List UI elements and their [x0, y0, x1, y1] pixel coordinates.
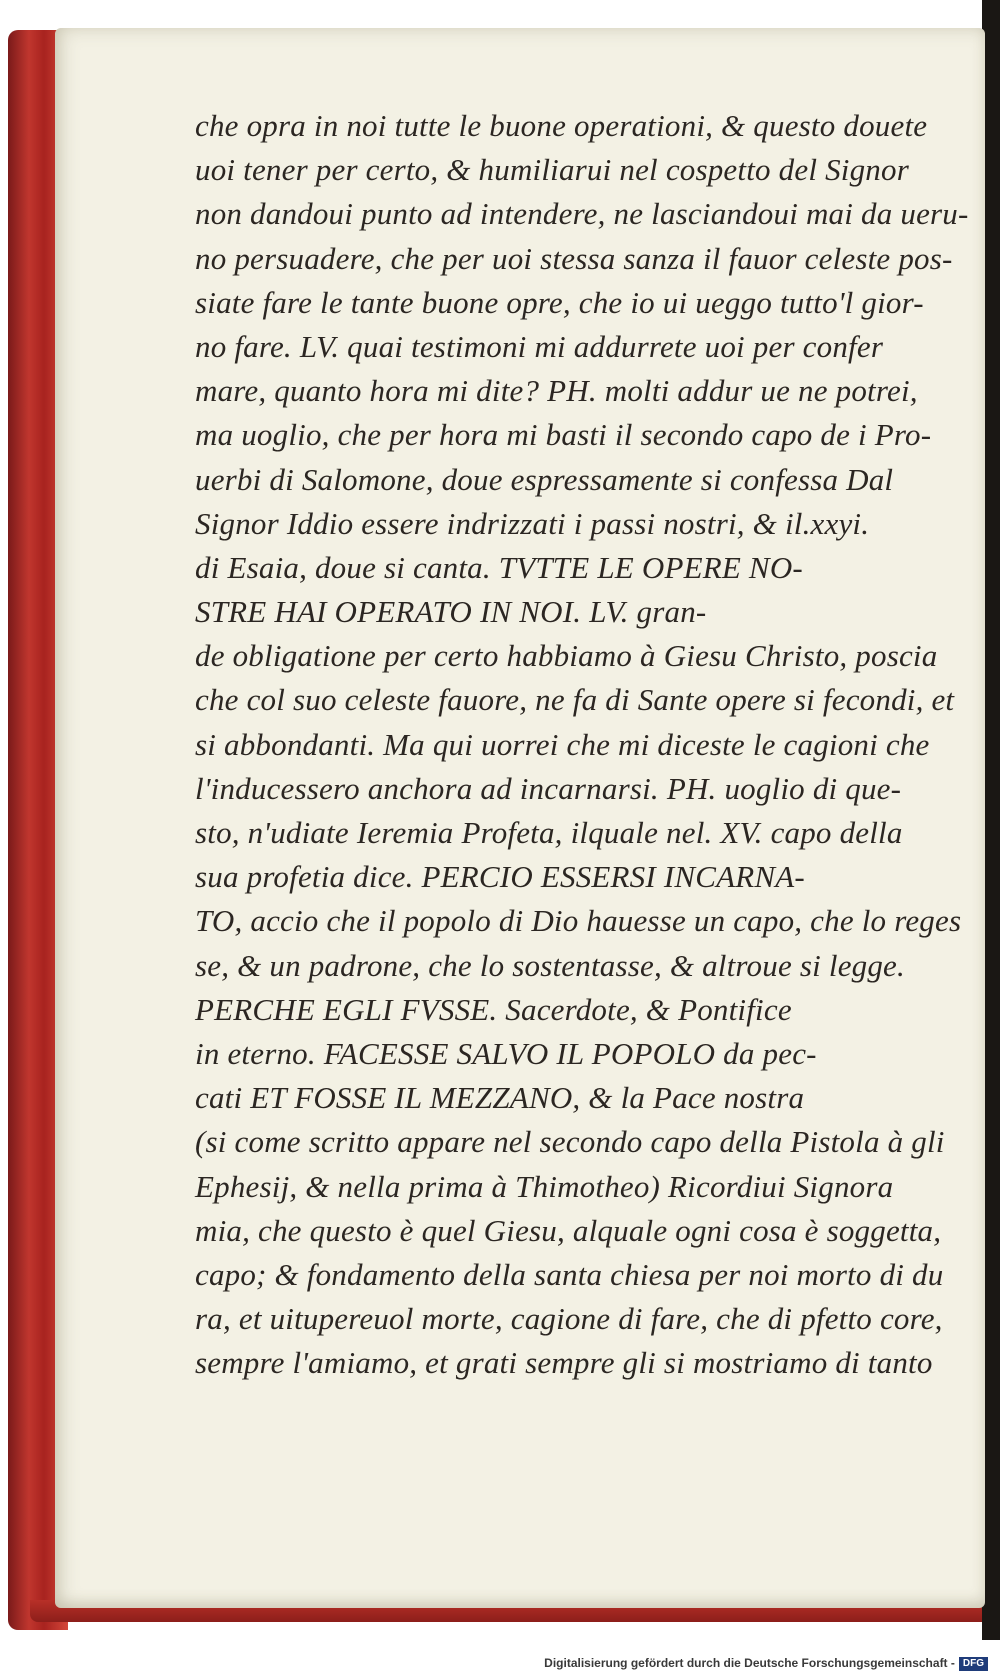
text-line: siate fare le tante buone opre, che io ui ueggo tutto'l gior-	[195, 284, 924, 320]
text-line: ra, et uitupereuol morte, cagione di fare, che di pfetto core,	[195, 1301, 943, 1337]
text-line: in eterno. FACESSE SALVO IL POPOLO da pec-	[195, 1035, 817, 1071]
text-line: no fare. LV. quai testimoni mi addurrete uoi per confer	[195, 328, 884, 364]
text-line: uerbi di Salomone, doue espressamente si confessa Dal	[195, 461, 894, 497]
text-line: (si come scritto appare nel secondo capo della Pistola à gli	[195, 1124, 945, 1160]
text-line: uoi tener per certo, & humiliarui nel cospetto del Signor	[195, 152, 909, 188]
footer-credit-text: Digitalisierung gefördert durch die Deutsche Forschungsgemeinschaft -	[544, 1656, 955, 1670]
text-line: mia, che questo è quel Giesu, alquale ogni cosa è soggetta,	[195, 1212, 942, 1248]
text-line: PERCHE EGLI FVSSE. Sacerdote, & Pontifice	[195, 991, 792, 1027]
text-line: no persuadere, che per uoi stessa sanza il fauor celeste pos-	[195, 240, 953, 276]
text-line: che opra in noi tutte le buone operationi, & questo douete	[195, 108, 928, 143]
text-line: l'inducessero anchora ad incarnarsi. PH. uoglio di que-	[195, 770, 902, 806]
page-text	[195, 104, 969, 1385]
text-line: non dandoui punto ad intendere, ne lasciandoui mai da ueru-	[195, 196, 969, 232]
text-line: sto, n'udiate Ieremia Profeta, ilquale nel. XV. capo della	[195, 815, 903, 850]
text-line: capo; & fondamento della santa chiesa per noi morto di du	[195, 1256, 944, 1292]
text-line: sua profetia dice. PERCIO ESSERSI INCARNA-	[195, 859, 805, 895]
text-line: che col suo celeste fauore, ne fa di Sante opere si fecondi, et	[195, 682, 955, 718]
text-line: STRE HAI OPERATO IN NOI. LV. gran-	[195, 594, 707, 630]
text-line: se, & un padrone, che lo sostentasse, & altroue si legge.	[195, 947, 905, 983]
text-line: si abbondanti. Ma qui uorrei che mi diceste le cagioni che	[195, 726, 930, 762]
text-line: sempre l'amiamo, et grati sempre gli si mostriamo di tanto	[195, 1345, 933, 1381]
text-line: mare, quanto hora mi dite? PH. molti addur ue ne potrei,	[195, 373, 918, 409]
text-line: cati ET FOSSE IL MEZZANO, & la Pace nostra	[195, 1080, 805, 1116]
digitization-footer	[0, 1652, 1000, 1674]
text-line: de obligatione per certo habbiamo à Giesu Christo, poscia	[195, 638, 938, 674]
dfg-logo-icon: DFG	[959, 1657, 988, 1671]
text-line: TO, accio che il popolo di Dio hauesse un capo, che lo reges	[195, 903, 962, 939]
text-line: Signor Iddio essere indrizzati i passi nostri, & il.xxyi.	[195, 505, 870, 541]
text-line: ma uoglio, che per hora mi basti il secondo capo de i Pro-	[195, 417, 932, 453]
text-line: Ephesij, & nella prima à Thimotheo) Ricordiui Signora	[195, 1168, 894, 1204]
text-line: di Esaia, doue si canta. TVTTE LE OPERE NO-	[195, 549, 803, 585]
